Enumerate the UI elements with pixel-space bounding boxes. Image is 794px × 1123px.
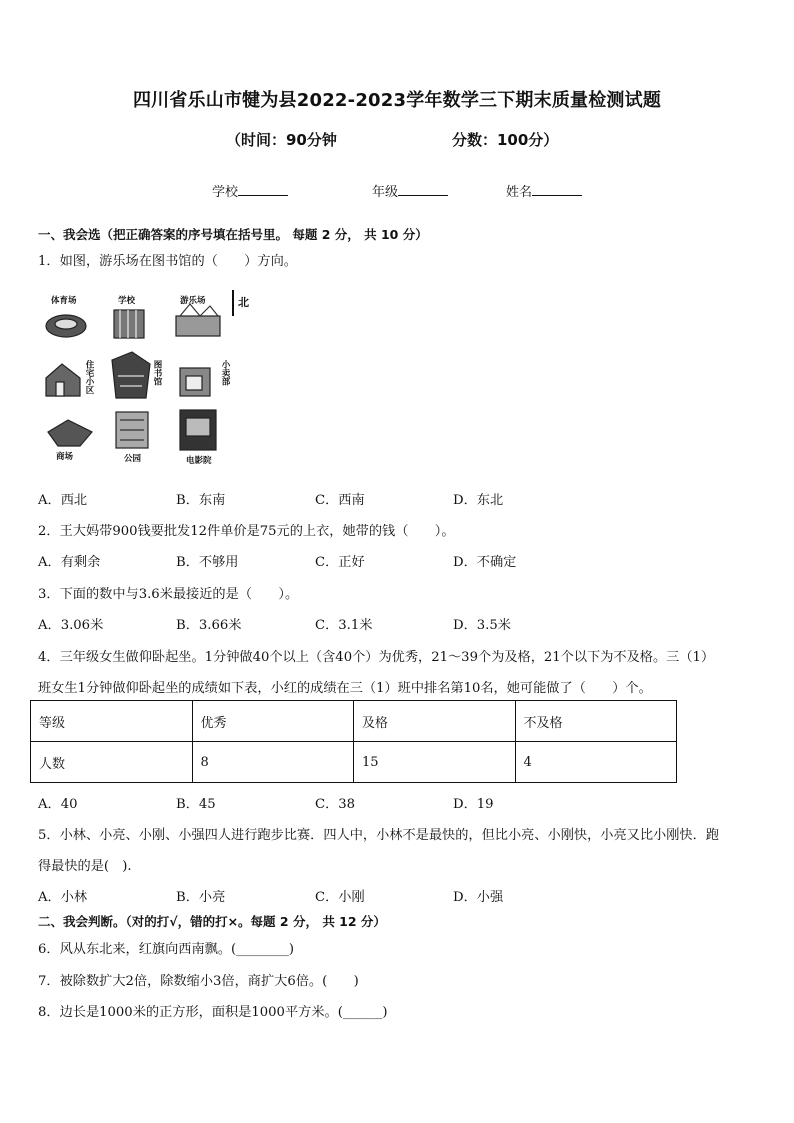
map-label-north: 北 xyxy=(238,296,249,309)
table-header-cell: 优秀 xyxy=(192,701,354,742)
q1-option-c[interactable]: C．西南 xyxy=(315,493,365,508)
q5-option-d[interactable]: D．小强 xyxy=(453,890,504,905)
map-figure xyxy=(40,286,262,472)
question-4-line-2: 班女生1分钟做仰卧起坐的成绩如下表，小红的成绩在三（1）班中排名第10名，她可能做了（ ）个。 xyxy=(38,681,652,696)
table-row xyxy=(31,701,677,742)
map-label-residential: 住宅小区 xyxy=(84,360,94,394)
school-blank xyxy=(238,183,288,196)
table-header-cell: 不及格 xyxy=(515,701,677,742)
grade-table xyxy=(30,700,677,783)
amusement-park-icon xyxy=(176,316,220,336)
stadium-field xyxy=(55,319,77,329)
school-label: 学校 xyxy=(212,185,239,200)
q2-option-b[interactable]: B．不够用 xyxy=(176,555,239,570)
q4-option-b[interactable]: B．45 xyxy=(176,797,216,812)
map-label-stadium: 体育场 xyxy=(51,296,77,306)
exam-score: 分数：100分） xyxy=(452,131,559,149)
table-row xyxy=(31,742,677,783)
q4-option-a[interactable]: A．40 xyxy=(38,797,78,812)
grade-field xyxy=(372,181,448,200)
map-label-mall: 商场 xyxy=(56,452,74,462)
map-label-park: 公园 xyxy=(124,454,142,464)
exam-time: （时间：90分钟 xyxy=(226,131,337,149)
table-header-cell: 等级 xyxy=(31,701,193,742)
section-1-heading: 一、我会选（把正确答案的序号填在括号里。 每题 2 分， 共 10 分） xyxy=(38,227,428,242)
name-label: 姓名 xyxy=(506,185,533,200)
map-label-cinema: 电影院 xyxy=(186,456,212,466)
question-7: 7．被除数扩大2倍，除数缩小3倍，商扩大6倍。( ) xyxy=(38,974,359,989)
table-cell: 15 xyxy=(354,742,516,783)
q4-option-d[interactable]: D．19 xyxy=(453,797,494,812)
name-field xyxy=(506,181,582,200)
q4-option-c[interactable]: C．38 xyxy=(315,797,356,812)
table-cell: 4 xyxy=(515,742,677,783)
school-field xyxy=(212,181,288,200)
mall-icon xyxy=(48,420,92,446)
q3-option-d[interactable]: D．3.5米 xyxy=(453,618,511,633)
map-label-amusement-park: 游乐场 xyxy=(180,296,206,306)
q3-option-c[interactable]: C．3.1米 xyxy=(315,618,373,633)
q2-option-a[interactable]: A．有剩余 xyxy=(38,555,101,570)
table-header-cell: 及格 xyxy=(354,701,516,742)
name-blank xyxy=(532,183,582,196)
question-5-line-1: 5．小林、小亮、小刚、小强四人进行跑步比赛．四人中，小林不是最快的，但比小亮、小刚快，小亮又比小刚快．跑 xyxy=(38,828,719,843)
map-label-shop: 小卖部 xyxy=(220,360,230,386)
library-icon xyxy=(112,352,150,398)
question-8: 8．边长是1000米的正方形，面积是1000平方米。(______) xyxy=(38,1005,388,1020)
q5-option-b[interactable]: B．小亮 xyxy=(176,890,226,905)
q1-option-d[interactable]: D．东北 xyxy=(453,493,504,508)
q1-option-b[interactable]: B．东南 xyxy=(176,493,226,508)
question-6: 6．风从东北来，红旗向西南飘。(________) xyxy=(38,942,295,957)
question-3: 3．下面的数中与3.6米最接近的是（ ）。 xyxy=(38,587,299,602)
grade-blank xyxy=(398,183,448,196)
question-5-line-2: 得最快的是( ). xyxy=(38,859,132,874)
question-1: 1．如图，游乐场在图书馆的（ ）方向。 xyxy=(38,254,297,269)
q3-option-a[interactable]: A．3.06米 xyxy=(38,618,104,633)
question-2: 2．王大妈带900钱要批发12件单价是75元的上衣，她带的钱（ ）。 xyxy=(38,524,455,539)
q2-option-c[interactable]: C．正好 xyxy=(315,555,365,570)
school-icon xyxy=(114,310,144,338)
table-cell: 人数 xyxy=(31,742,193,783)
grade-label: 年级 xyxy=(372,185,399,200)
table-cell: 8 xyxy=(192,742,354,783)
q5-option-c[interactable]: C．小刚 xyxy=(315,890,365,905)
section-2-heading: 二、我会判断。（对的打√，错的打×。每题 2 分， 共 12 分） xyxy=(38,914,386,929)
q2-option-d[interactable]: D．不确定 xyxy=(453,555,517,570)
question-4-line-1: 4．三年级女生做仰卧起坐。1分钟做40个以上（含40个）为优秀，21～39个为及格，21个以下为不及格。三（1） xyxy=(38,650,715,665)
page-title: 四川省乐山市犍为县2022-2023学年数学三下期末质量检测试题 xyxy=(132,90,662,111)
q5-option-a[interactable]: A．小林 xyxy=(38,890,88,905)
map-label-school: 学校 xyxy=(118,296,136,306)
q1-option-a[interactable]: A．西北 xyxy=(38,493,88,508)
map-label-library: 图书馆 xyxy=(152,360,162,386)
q3-option-b[interactable]: B．3.66米 xyxy=(176,618,242,633)
